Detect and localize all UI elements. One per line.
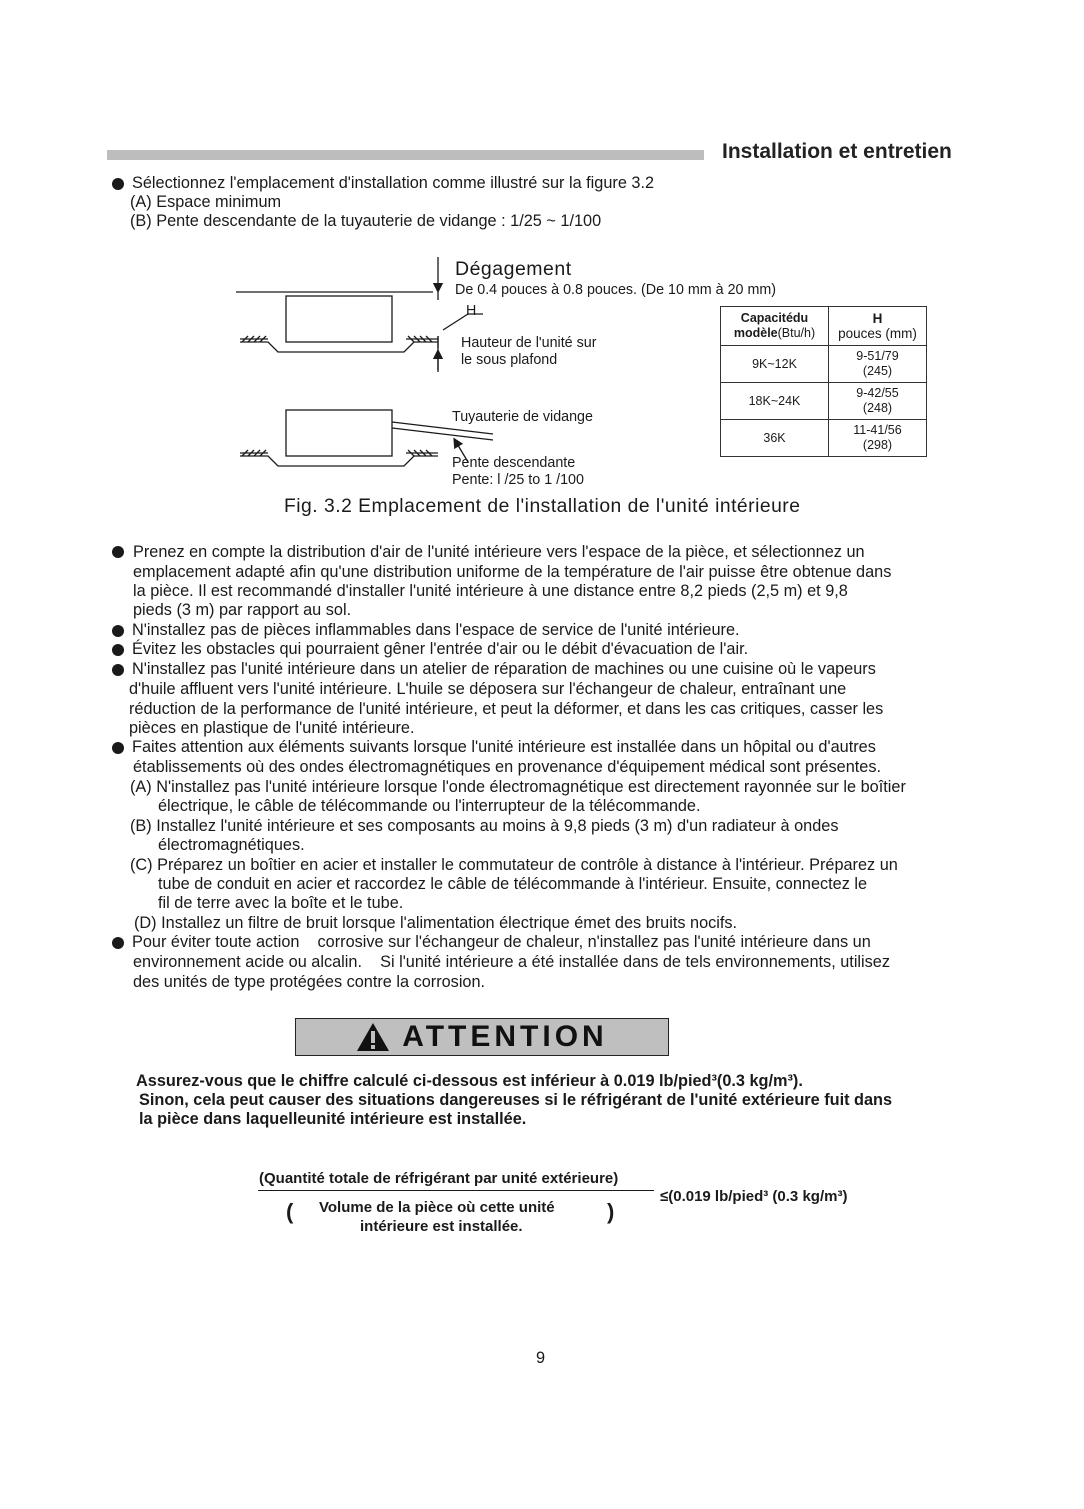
bullet-dot <box>112 937 124 949</box>
table-row <box>721 420 927 457</box>
formula-fraction-line <box>258 1190 654 1191</box>
cell-mm: (245) <box>862 364 893 378</box>
formula-denominator-line1: Volume de la pièce où cette unité <box>319 1199 555 1216</box>
para-5d: (D) Installez un filtre de bruit lorsque l'alimentation électrique émet des bruits nocifs. <box>134 914 738 932</box>
header-model-word: modèle <box>733 326 778 340</box>
page-number: 9 <box>536 1349 546 1367</box>
h-label: H <box>466 303 477 319</box>
table-row <box>721 346 927 383</box>
para-1-line: Prenez en compte la distribution d'air de l'unité intérieure vers l'espace de la pièce, et sélectionnez un <box>133 543 865 561</box>
cell-inch: 9-42/55 <box>856 386 899 400</box>
para-4-line: d'huile affluent vers l'unité intérieure. L'huile se déposera sur l'échangeur de chaleur, entraînant une <box>129 680 847 698</box>
table-row <box>721 383 927 420</box>
bullet-dot <box>112 644 124 656</box>
para-4-line: N'installez pas l'unité intérieure dans un atelier de réparation de machines ou une cuisine où le vapeurs <box>132 660 876 678</box>
para-6-line: des unités de type protégées contre la corrosion. <box>133 973 486 991</box>
warning-icon <box>356 1022 390 1052</box>
bullet-dot <box>112 625 124 637</box>
para-5a-line: électrique, le câble de télécommande ou l'interrupteur de la télécommande. <box>158 797 701 815</box>
header-h-letter: H <box>872 311 883 326</box>
warning-line-2: Sinon, cela peut causer des situations dangereuses si le réfrigérant de l'unité extérieure fuit dans <box>139 1091 893 1109</box>
clearance-range: De 0.4 pouces à 0.8 pouces. (De 10 mm à 20 mm) <box>455 282 777 298</box>
table-cell-model: 36K <box>721 420 829 457</box>
cell-inch: 9-51/79 <box>856 349 899 363</box>
capacity-table <box>720 306 927 457</box>
cell-inch: 11-41/56 <box>853 423 902 437</box>
para-5-line: Faites attention aux éléments suivants lorsque l'unité intérieure est installée dans un hôpital ou d'autres <box>132 738 876 756</box>
slope-value: Pente: l /25 to 1 /100 <box>452 472 584 488</box>
formula-numerator: (Quantité totale de réfrigérant par unité extérieure) <box>259 1170 619 1187</box>
height-label-line2: le sous plafond <box>461 352 558 368</box>
clearance-title: Dégagement <box>455 258 572 280</box>
para-5c-line: fil de terre avec la boîte et le tube. <box>158 894 404 912</box>
table-cell-h <box>829 346 927 383</box>
para-5b-line: (B) Installez l'unité intérieure et ses composants au moins à 9,8 pieds (3 m) d'un radiateur à ondes <box>130 817 839 835</box>
table-cell-model: 9K~12K <box>721 346 829 383</box>
cell-mm: (248) <box>862 401 893 415</box>
para-2: N'installez pas de pièces inflammables dans l'espace de service de l'unité intérieure. <box>132 621 740 639</box>
para-5c-line: tube de conduit en acier et raccordez le câble de télécommande à l'intérieur. Ensuite, connectez le <box>158 875 868 893</box>
para-5b-line: électromagnétiques. <box>158 836 305 854</box>
header-capacity <box>721 307 829 346</box>
attention-banner <box>295 1018 669 1056</box>
cell-mm: (298) <box>862 438 893 452</box>
formula-denominator-line2: intérieure est installée. <box>360 1218 523 1235</box>
bullet-dot <box>112 178 124 190</box>
table-header-row <box>721 307 927 346</box>
bullet-dot <box>112 546 124 558</box>
bullet-dot <box>112 664 124 676</box>
intro-item-a: (A) Espace minimum <box>130 193 282 211</box>
height-label-line1: Hauteur de l'unité sur <box>461 335 597 351</box>
page-header-title: Installation et entretien <box>722 140 952 163</box>
drain-pipe-label: Tuyauterie de vidange <box>452 409 593 425</box>
bullet-dot <box>112 742 124 754</box>
para-6-line: environnement acide ou alcalin. Si l'unité intérieure a été installée dans de tels environnements, utilisez <box>133 953 891 971</box>
para-1-line: emplacement adapté afin qu'une distribution uniforme de la température de l'air puisse être obtenue dans <box>133 563 892 581</box>
attention-label: ATTENTION <box>402 1020 608 1053</box>
header-capacity-line2 <box>721 326 828 341</box>
para-3: Évitez les obstacles qui pourraient gêner l'entrée d'air ou le débit d'évacuation de l'air. <box>132 640 749 658</box>
para-1-line: pieds (3 m) par rapport au sol. <box>133 601 352 619</box>
figure-caption: Fig. 3.2 Emplacement de l'installation de l'unité intérieure <box>284 496 801 517</box>
intro-bullet-text: Sélectionnez l'emplacement d'installation comme illustré sur la figure 3.2 <box>132 174 655 192</box>
table-cell-model: 18K~24K <box>721 383 829 420</box>
slope-label: Pente descendante <box>452 455 576 471</box>
para-1-line: la pièce. Il est recommandé d'installer l'unité intérieure à une distance entre 8,2 pieds (2,5 m) et 9,8 <box>133 582 848 600</box>
intro-item-b: (B) Pente descendante de la tuyauterie de vidange : 1/25 ~ 1/100 <box>130 212 602 230</box>
header-unit: (Btu/h) <box>777 326 816 340</box>
para-5c-line: (C) Préparez un boîtier en acier et installer le commutateur de contrôle à distance à l'intérieur. Préparez un <box>130 856 898 874</box>
para-5a-line: (A) N'installez pas l'unité intérieure lorsque l'onde électromagnétique est directement rayonnée sur le boîtier <box>130 778 906 796</box>
header-h <box>829 307 927 346</box>
warning-line-3: la pièce dans laquelleunité intérieure est installée. <box>139 1110 527 1128</box>
warning-line-1: Assurez-vous que le chiffre calculé ci-dessous est inférieur à 0.019 lb/pied³(0.3 kg/m³). <box>136 1072 803 1090</box>
para-6-line: Pour éviter toute action corrosive sur l'échangeur de chaleur, n'installez pas l'unité intérieure dans un <box>132 933 871 951</box>
table-cell-h <box>829 383 927 420</box>
header-capacity-line1: Capacitédu <box>740 311 809 325</box>
header-h-unit: pouces (mm) <box>838 326 917 341</box>
para-4-line: réduction de la performance de l'unité intérieure, et peut la déformer, et dans les cas critiques, casser les <box>129 700 884 718</box>
header-rule <box>107 150 704 160</box>
formula-paren-open: ( <box>286 1199 294 1224</box>
para-5-line: établissements où des ondes électromagnétiques en provenance d'équipement médical sont présentes. <box>133 758 881 776</box>
table-cell-h <box>829 420 927 457</box>
formula-paren-close: ) <box>607 1199 615 1224</box>
para-4-line: pièces en plastique de l'unité intérieure. <box>129 719 415 737</box>
formula-limit: ≤(0.019 lb/pied³ (0.3 kg/m³) <box>660 1188 848 1205</box>
